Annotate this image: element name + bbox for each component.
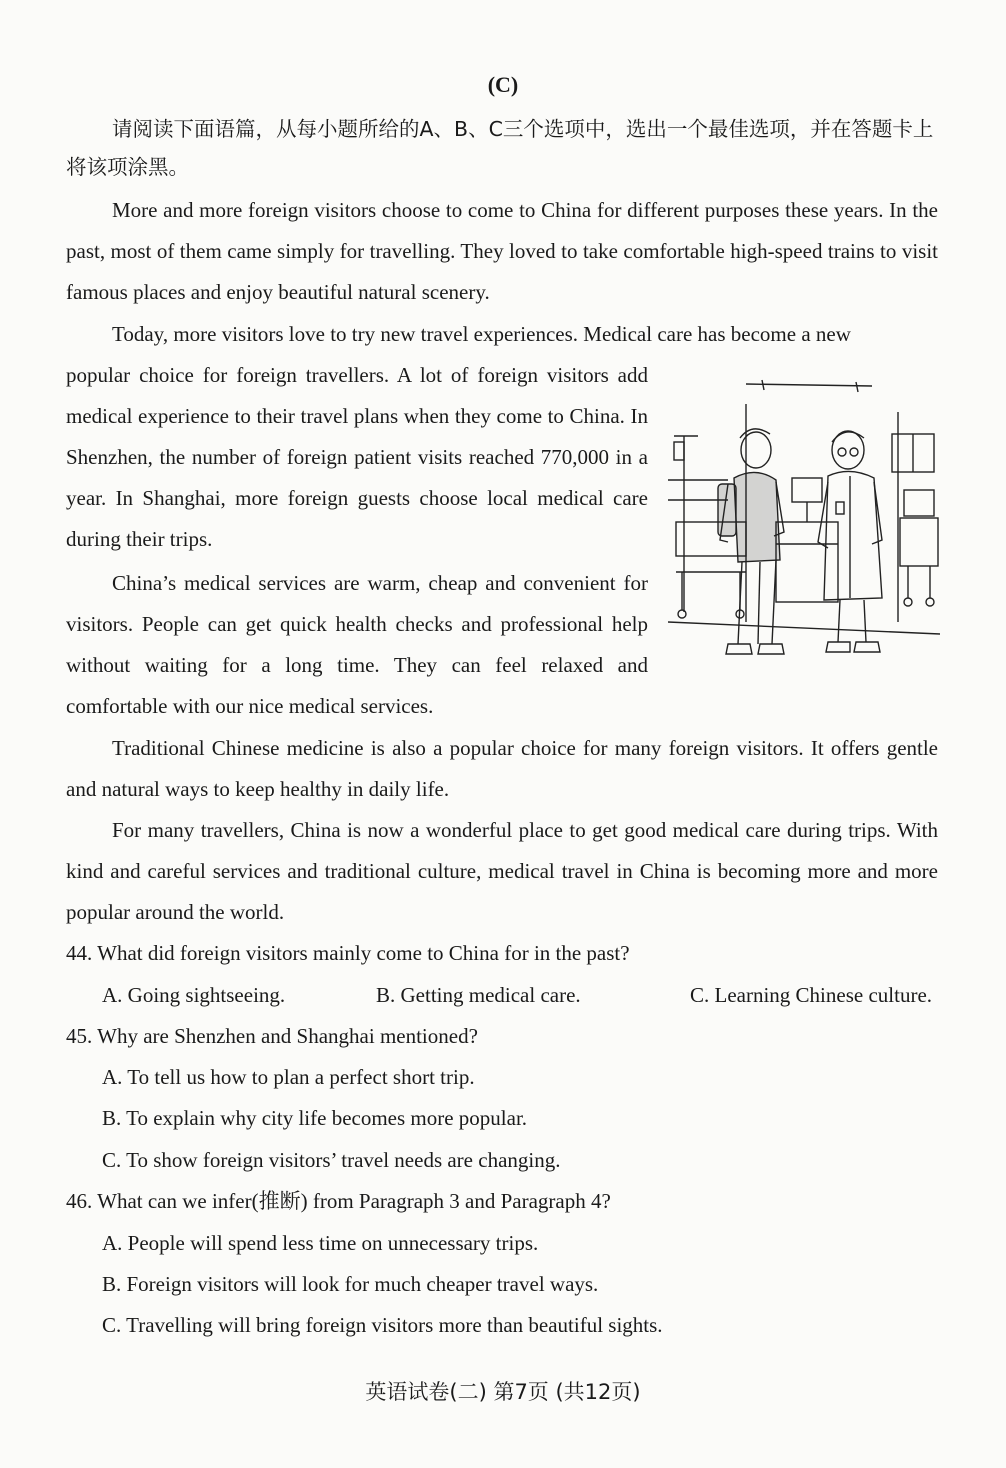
option-46-a[interactable]: A. People will spend less time on unnecessary trips. [102, 1231, 539, 1255]
option-45-a[interactable]: A. To tell us how to plan a perfect short trip. [102, 1065, 475, 1089]
option-46-b[interactable]: B. Foreign visitors will look for much cheaper travel ways. [102, 1272, 599, 1296]
option-45-b[interactable]: B. To explain why city life becomes more popular. [102, 1106, 528, 1130]
paragraph-2: popular choice for foreign travellers. A lot of foreign visitors add medical experience to their travel plans when they come to China. In Shenzhen, the number of foreign patient visits reached 770,000 in a year. In Shanghai, more foreign guests choose local medical care during their trips. [66, 363, 648, 551]
paragraph-3: China’s medical services are warm, cheap and convenient for visitors. People can get quick health checks and professional help without waiting for a long time. They can feel relaxed and comfortable with our nice medical services. [66, 571, 648, 718]
paragraph-2-intro: Today, more visitors love to try new travel experiences. Medical care has become a new [112, 322, 851, 346]
option-44-a[interactable]: A. Going sightseeing. [102, 983, 286, 1007]
page-footer: 英语试卷(二) 第7页 (共12页) [365, 1380, 641, 1404]
paragraph-1: More and more foreign visitors choose to come to China for different purposes these years. In the past, most of them came simply for travelling. They loved to take comfortable high-speed trains to visit famous places and enjoy beautiful natural scenery. [66, 198, 938, 304]
instructions: 请阅读下面语篇，从每小题所给的A、B、C三个选项中，选出一个最佳选项，并在答题卡上将该项涂黑。 [66, 117, 934, 179]
question-45: 45. Why are Shenzhen and Shanghai mentioned? [66, 1024, 478, 1048]
option-45-c[interactable]: C. To show foreign visitors’ travel needs are changing. [102, 1148, 561, 1172]
paragraph-5: For many travellers, China is now a wonderful place to get good medical care during trips. With kind and careful services and traditional culture, medical travel in China is becoming more and more popular around the world. [66, 818, 938, 924]
option-46-c[interactable]: C. Travelling will bring foreign visitors more than beautiful sights. [102, 1313, 663, 1337]
question-44: 44. What did foreign visitors mainly come to China for in the past? [66, 941, 630, 965]
question-46: 46. What can we infer(推断) from Paragraph 3 and Paragraph 4? [66, 1189, 611, 1213]
doctor-patient-illustration [668, 372, 940, 668]
option-44-c[interactable]: C. Learning Chinese culture. [690, 983, 933, 1007]
option-44-b[interactable]: B. Getting medical care. [376, 983, 581, 1007]
section-title: (C) [487, 72, 519, 97]
paragraph-4: Traditional Chinese medicine is also a popular choice for many foreign visitors. It offers gentle and natural ways to keep healthy in daily life. [66, 736, 938, 801]
